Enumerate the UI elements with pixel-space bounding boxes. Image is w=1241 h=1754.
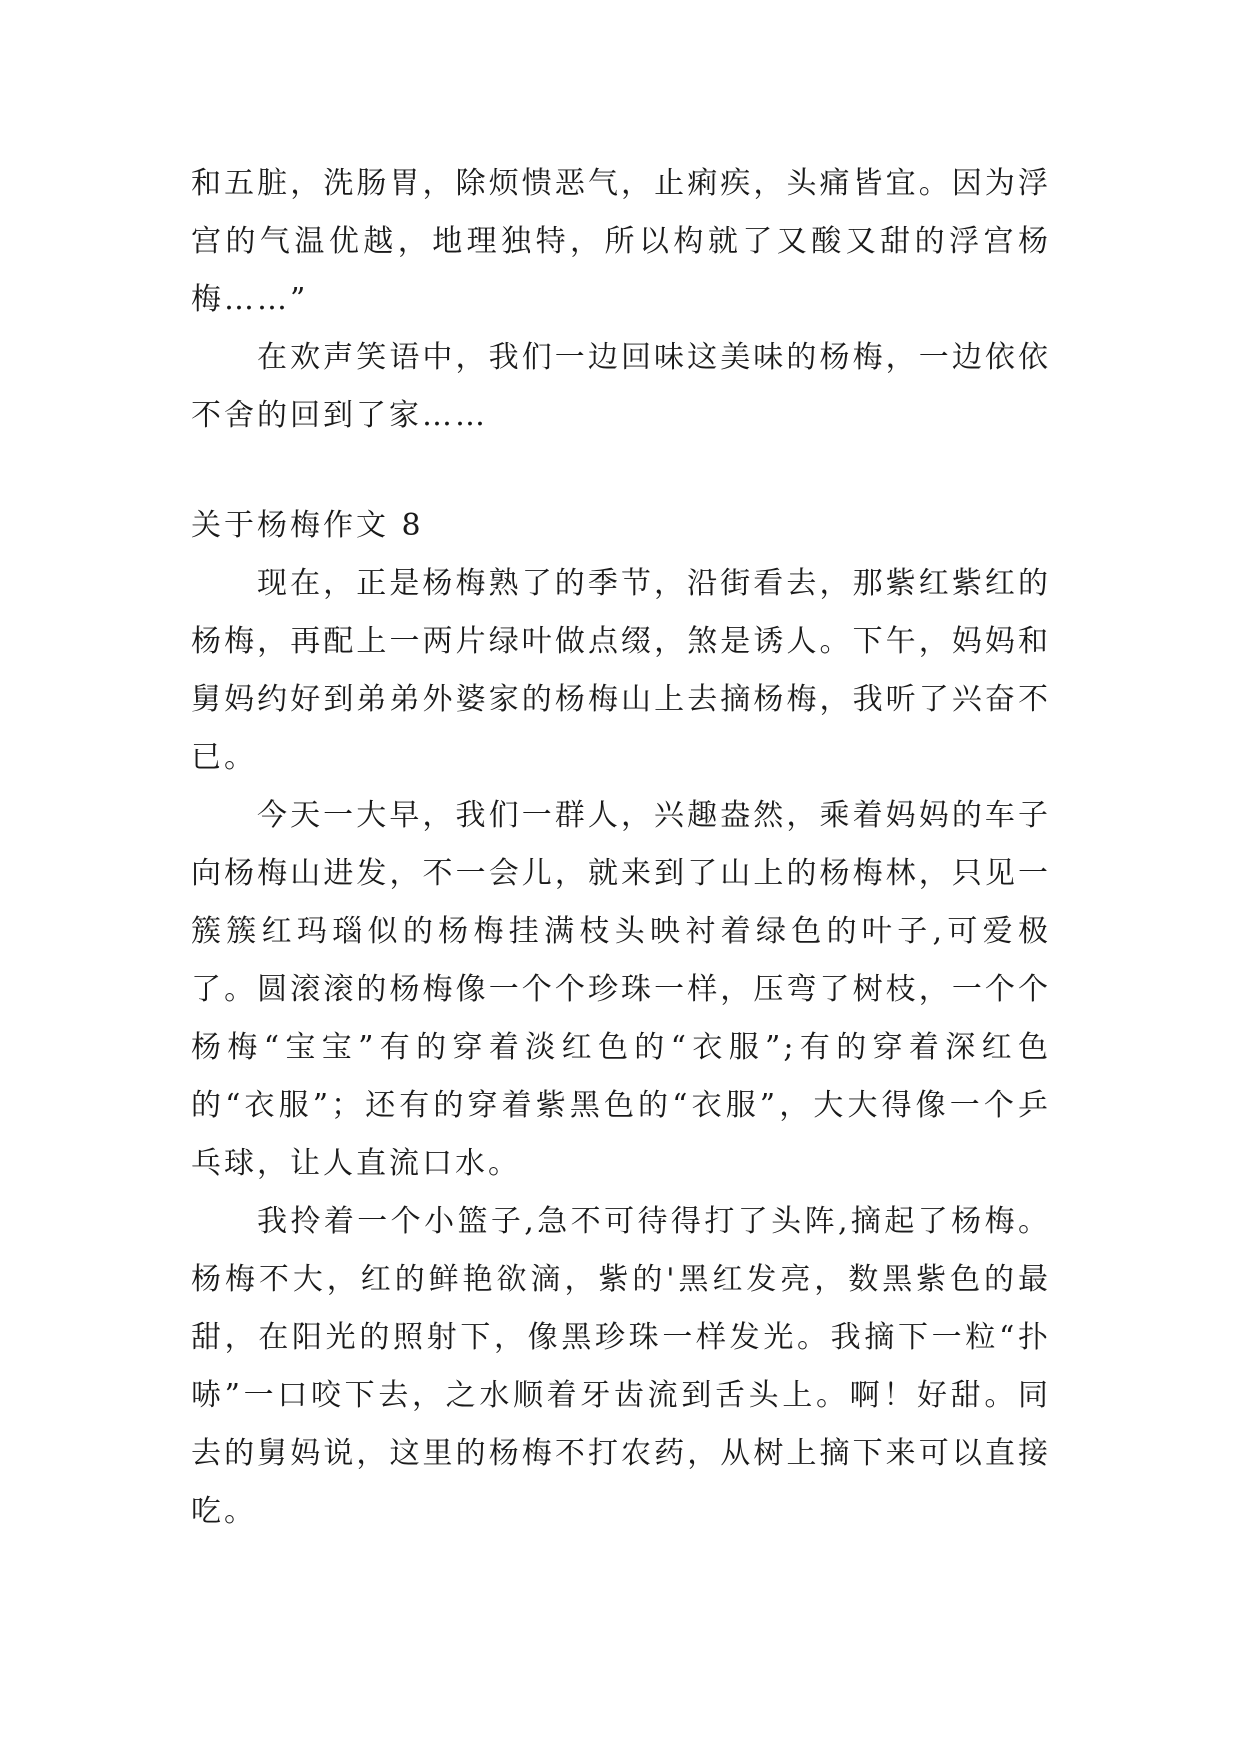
paragraph-continued: 和五脏，洗肠胃，除烦愦恶气，止痢疾，头痛皆宜。因为浮宫的气温优越，地理独特，所以构就了又酸又甜的浮宫杨梅……” xyxy=(191,166,1051,317)
paragraph: 我拎着一个小篮子,急不可待得打了头阵,摘起了杨梅。杨梅不大，红的鲜艳欲滴，紫的'黑红发亮，数黑紫色的最甜，在阳光的照射下，像黑珍珠一样发光。我摘下一粒“扑哧”一口咬下去，之水顺着牙齿流到舌头上。啊！好甜。同去的舅妈说，这里的杨梅不打农药，从树上摘下来可以直接吃。 xyxy=(191,1204,1051,1529)
document-body xyxy=(191,155,1051,1541)
section-title: 关于杨梅作文 8 xyxy=(191,508,424,543)
paragraph: 在欢声笑语中，我们一边回味这美味的杨梅，一边依依不舍的回到了家…… xyxy=(191,340,1051,433)
paragraph: 现在，正是杨梅熟了的季节，沿街看去，那紫红紫红的杨梅，再配上一两片绿叶做点缀，煞是诱人。下午，妈妈和舅妈约好到弟弟外婆家的杨梅山上去摘杨梅，我听了兴奋不已。 xyxy=(191,566,1051,775)
paragraph: 今天一大早，我们一群人，兴趣盎然，乘着妈妈的车子向杨梅山进发，不一会儿，就来到了山上的杨梅林，只见一簇簇红玛瑙似的杨梅挂满枝头映衬着绿色的叶子,可爱极了。圆滚滚的杨梅像一个个珍珠一样，压弯了树枝，一个个杨梅“宝宝”有的穿着淡红色的“衣服”;有的穿着深红色的“衣服”；还有的穿着紫黑色的“衣服”，大大得像一个乒乓球，让人直流口水。 xyxy=(191,798,1051,1181)
